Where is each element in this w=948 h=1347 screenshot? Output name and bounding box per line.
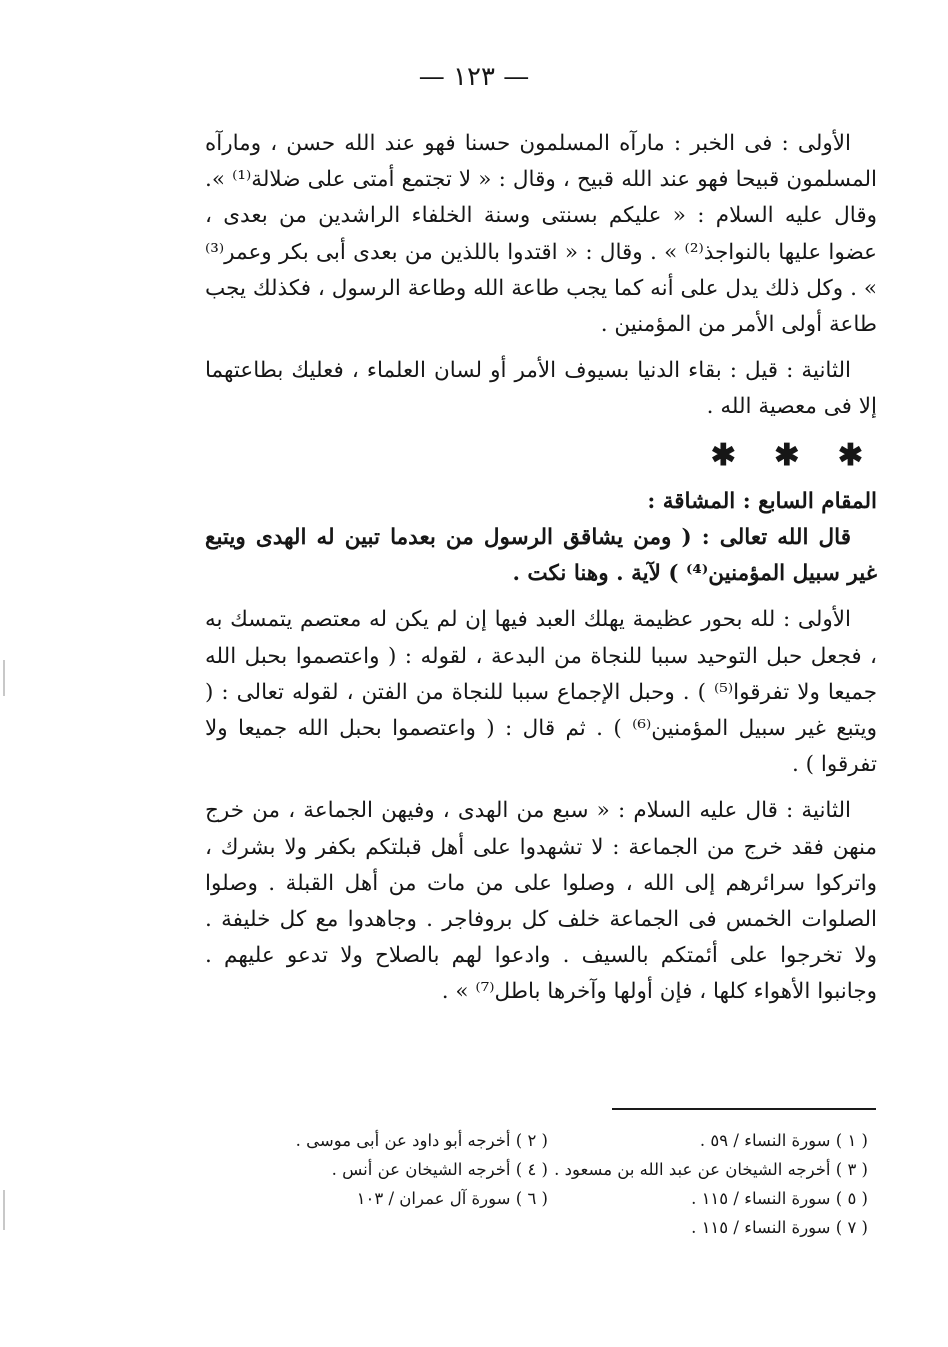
footnote-3: ( ٣ ) أخرجه الشيخان عن عبد الله بن مسعود .: [554, 1160, 868, 1179]
page-number: — ١٢٣ —: [418, 62, 530, 92]
main-text: [205, 126, 877, 1011]
section-heading: المقام السابع : المشاقة :: [647, 488, 877, 514]
footnote-row: [228, 1213, 868, 1242]
footnote-7: ( ٧ ) سورة النساء / ١١٥ .: [691, 1218, 868, 1237]
paragraph-second-point-2: الثانية : قال عليه السلام : « سبع من الهدى ، وفيهن الجماعة ، من خرج منهن فقد خرج من الجماعة : لا تشهدوا على أهل قبلتكم بكفر ولا بشرك ، واتركوا سرائرهم إلى الله ، وصلوا على من مات من أهل القبلة . وصلوا الصلوات الخمس فى الجماعة خلف كل بروفاجر . وجاهدوا مع كل خليفة . ولا تخرجوا على أئمتكم بالسيف . وادعوا لهم بالصلاح ولا تدعو عليهم . وجانبوا الأهواء كلها ، فإن أولها وآخرها باطل⁽⁷⁾ » .: [205, 798, 877, 1005]
quran-quote-paragraph: قال الله تعالى : ( ومن يشاقق الرسول من بعدما تبين له الهدى ويتبع غير سبيل المؤمنين⁽⁴⁾ ) لآية . وهنا نكت .: [205, 525, 877, 587]
paragraph-second-point: الثانية : قيل : بقاء الدنيا بسيوف الأمر أو لسان العلماء ، فعليك بطاعتهما إلا فى معصية الله .: [205, 358, 877, 420]
footnote-separator: [612, 1108, 876, 1110]
footnotes: [228, 1126, 868, 1242]
paragraph-first-point-2: الأولى : لله بحور عظيمة يهلك العبد فيها إن لم يكن له معتصم يتمسك به ، فجعل حبل التوحيد سببا للنجاة من البدعة ، لقوله : ( واعتصموا بحبل الله جميعا ولا تفرقوا⁽⁵⁾ ) . وحبل الإجماع سببا للنجاة من الفتن ، لقوله تعالى : ( ويتبع غير سبيل المؤمنين⁽⁶⁾ ) . ثم قال : ( واعتصموا بحبل الله جميعا ولا تفرقوا ) .: [205, 607, 877, 778]
footnote-row: [228, 1155, 868, 1184]
scan-margin-mark: [3, 660, 5, 696]
scan-margin-mark: [3, 1190, 5, 1230]
section-divider: ✱ ✱ ✱: [710, 437, 877, 473]
footnote-4: ( ٤ ) أخرجه الشيخان عن أنس .: [331, 1160, 548, 1179]
footnote-6: ( ٦ ) سورة آل عمران / ١٠٣: [356, 1189, 548, 1208]
footnote-row: [228, 1126, 868, 1155]
paragraph-first-point: الأولى : فى الخبر : مارآه المسلمون حسنا فهو عند الله حسن ، ومارآه المسلمون قبيحا فهو عند الله قبيح ، وقال : « لا تجتمع أمتى على ضلالة⁽¹⁾ ». وقال عليه السلام : « عليكم بسنتى وسنة الخلفاء الراشدين من بعدى ، عضوا عليها بالنواجذ⁽²⁾ » . وقال : « اقتدوا باللذين من بعدى أبى بكر وعمر⁽³⁾ » . وكل ذلك يدل على أنه كما يجب طاعة الله وطاعة الرسول ، فكذلك يجب طاعة أولى الأمر من المؤمنين .: [205, 131, 877, 338]
footnote-1: ( ١ ) سورة النساء / ٥٩ .: [699, 1131, 868, 1150]
footnote-row: [228, 1184, 868, 1213]
footnote-2: ( ٢ ) أخرجه أبو داود عن أبى موسى .: [295, 1131, 548, 1150]
footnote-5: ( ٥ ) سورة النساء / ١١٥ .: [691, 1189, 868, 1208]
